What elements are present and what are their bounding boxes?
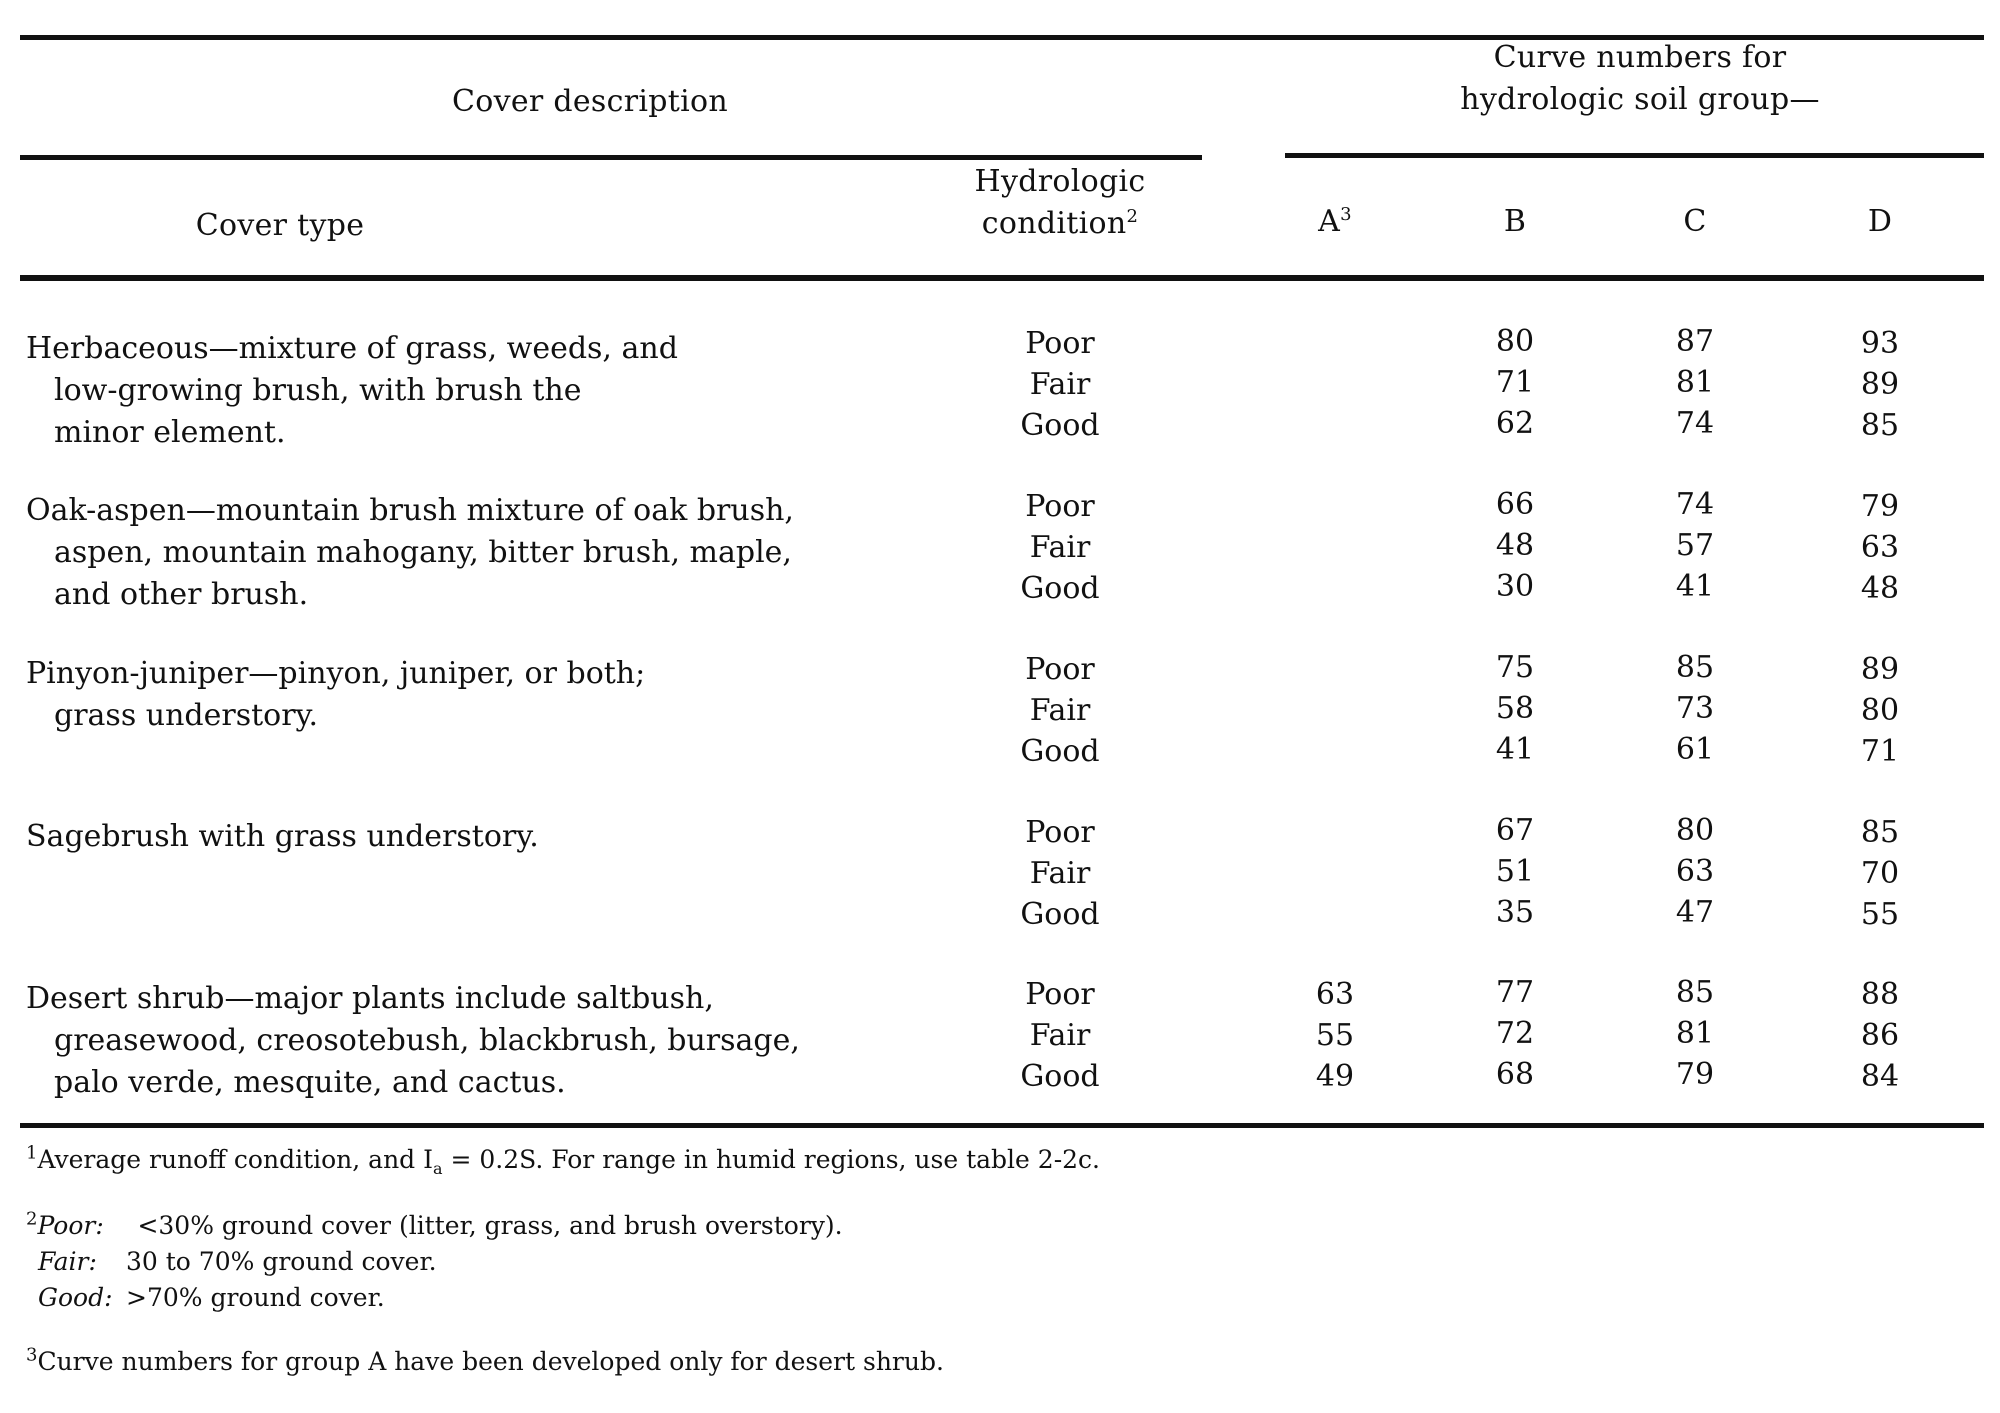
cn-c-cell: 47 (1675, 895, 1715, 930)
condition-cell: Fair (1029, 530, 1091, 565)
cn-c-cell: 57 (1675, 528, 1715, 563)
cover-line: greasewood, creosotebush, blackbrush, bursage, (54, 1023, 800, 1058)
cover-type-header: Cover type (195, 208, 365, 243)
hydrologic-header-line2: condition$^2$ (981, 206, 1139, 241)
cn-d-cell: 88 (1860, 977, 1900, 1012)
cover-type-sagebrush (26, 816, 539, 858)
cover-description-header: Cover description (451, 84, 729, 119)
condition-cell: Fair (1029, 1018, 1091, 1053)
table-bottom-rule (20, 1123, 1984, 1128)
footnote-3-ref: 3 (1340, 204, 1352, 225)
cn-b-cell: 62 (1495, 406, 1535, 441)
condition-cell: Good (1020, 408, 1100, 443)
cn-a-cell: 55 (1315, 1018, 1355, 1053)
cover-line: and other brush. (54, 577, 309, 612)
cn-b-cell: 71 (1495, 365, 1535, 400)
cn-c-cell: 85 (1675, 650, 1715, 685)
cn-c-cell: 81 (1675, 1016, 1715, 1051)
cn-b-cell: 67 (1495, 813, 1535, 848)
footnote-3: $^3$Curve numbers for group A have been developed only for desert shrub. (26, 1344, 944, 1376)
footnote-3-mark: 3 (26, 1344, 38, 1366)
cover-line: aspen, mountain mahogany, bitter brush, maple, (54, 535, 792, 570)
condition-cell: Poor (1025, 326, 1095, 361)
cn-b-cell: 77 (1495, 975, 1535, 1010)
cn-b-cell: 68 (1495, 1057, 1535, 1092)
cn-c-cell: 61 (1675, 732, 1715, 767)
condition-cell: Poor (1025, 652, 1095, 687)
col-a-header: $A^3$ (1318, 204, 1352, 239)
cn-c-cell: 74 (1675, 487, 1715, 522)
footnote-2-poor: $^2$Poor: <30% ground cover (litter, grass, and brush overstory). (26, 1208, 843, 1240)
cn-b-cell: 75 (1495, 650, 1535, 685)
cover-line: Desert shrub—major plants include saltbush, (26, 981, 714, 1016)
condition-cell: Good (1020, 897, 1100, 932)
cover-type-pinyon-juniper (26, 653, 645, 737)
condition-cell: Poor (1025, 489, 1095, 524)
cn-d-cell: 80 (1860, 693, 1900, 728)
col-b-header: B (1503, 204, 1527, 239)
cn-d-cell: 93 (1860, 326, 1900, 361)
cn-d-cell: 85 (1860, 815, 1900, 850)
cover-type-desert-shrub (26, 978, 800, 1104)
footnote-2 (26, 1208, 843, 1316)
cn-a-cell: 63 (1315, 977, 1355, 1012)
cover-line: palo verde, mesquite, and cactus. (54, 1065, 566, 1100)
cn-c-cell: 81 (1675, 365, 1715, 400)
footnote-2-fair: Fair: 30 to 70% ground cover. (38, 1247, 437, 1276)
cn-c-cell: 85 (1675, 975, 1715, 1010)
col-c-header: C (1683, 204, 1707, 239)
cn-c-cell: 79 (1675, 1057, 1715, 1092)
cn-d-cell: 71 (1860, 734, 1900, 769)
cover-line: low-growing brush, with brush the (54, 373, 582, 408)
condition-cell: Fair (1029, 693, 1091, 728)
cn-d-cell: 89 (1860, 367, 1900, 402)
cover-line: grass understory. (54, 698, 319, 733)
condition-cell: Good (1020, 734, 1100, 769)
cover-description-rule (20, 155, 1202, 160)
cn-b-cell: 58 (1495, 691, 1535, 726)
cn-c-cell: 80 (1675, 813, 1715, 848)
cn-c-cell: 73 (1675, 691, 1715, 726)
condition-cell: Good (1020, 571, 1100, 606)
footnote-2-ref: 2 (1126, 206, 1139, 227)
cn-b-cell: 41 (1495, 732, 1535, 767)
cn-b-cell: 72 (1495, 1016, 1535, 1051)
cover-type-oak-aspen (26, 490, 794, 616)
condition-cell: Good (1020, 1059, 1100, 1094)
cn-d-cell: 55 (1860, 897, 1900, 932)
cn-b-cell: 51 (1495, 854, 1535, 889)
cn-d-cell: 48 (1860, 571, 1900, 606)
curve-numbers-header-line2: hydrologic soil group— (1460, 82, 1820, 117)
hydrologic-header-line1: Hydrologic (974, 164, 1146, 199)
condition-cell: Fair (1029, 856, 1091, 891)
cn-d-cell: 84 (1860, 1059, 1900, 1094)
cn-c-cell: 41 (1675, 569, 1715, 604)
col-d-header: D (1867, 204, 1893, 239)
footnote-1-subscript: a (433, 1159, 443, 1178)
header-bottom-rule (20, 275, 1984, 281)
footnote-1: $^1$Average runoff condition, and $I_a = 0.2S$. For range in humid regions, use table 2-2c. (26, 1142, 1100, 1178)
cn-b-cell: 80 (1495, 324, 1535, 359)
cn-d-cell: 85 (1860, 408, 1900, 443)
cn-b-cell: 66 (1495, 487, 1535, 522)
condition-cell: Poor (1025, 815, 1095, 850)
cn-b-cell: 30 (1495, 569, 1535, 604)
cover-line: minor element. (54, 415, 286, 450)
cover-line: Herbaceous—mixture of grass, weeds, and (26, 331, 678, 366)
cn-a-cell: 49 (1315, 1059, 1355, 1094)
cn-d-cell: 63 (1860, 530, 1900, 565)
cn-d-cell: 86 (1860, 1018, 1900, 1053)
cover-type-herbaceous (26, 328, 678, 454)
condition-cell: Fair (1029, 367, 1091, 402)
cn-d-cell: 79 (1860, 489, 1900, 524)
condition-cell: Poor (1025, 977, 1095, 1012)
cn-b-cell: 48 (1495, 528, 1535, 563)
cn-c-cell: 63 (1675, 854, 1715, 889)
curve-numbers-rule (1285, 153, 1984, 158)
cn-d-cell: 70 (1860, 856, 1900, 891)
cn-b-cell: 35 (1495, 895, 1535, 930)
footnote-1-mark: 1 (26, 1142, 38, 1164)
curve-numbers-header-line1: Curve numbers for (1493, 40, 1787, 75)
cn-c-cell: 87 (1675, 324, 1715, 359)
cn-c-cell: 74 (1675, 406, 1715, 441)
cover-line: Pinyon-juniper—pinyon, juniper, or both; (26, 656, 646, 691)
cover-line: Oak-aspen—mountain brush mixture of oak brush, (26, 493, 794, 528)
footnote-2-good: Good: >70% ground cover. (38, 1283, 385, 1312)
footnote-2-mark: 2 (26, 1208, 38, 1230)
cover-line: Sagebrush with grass understory. (26, 819, 539, 854)
cn-d-cell: 89 (1860, 652, 1900, 687)
